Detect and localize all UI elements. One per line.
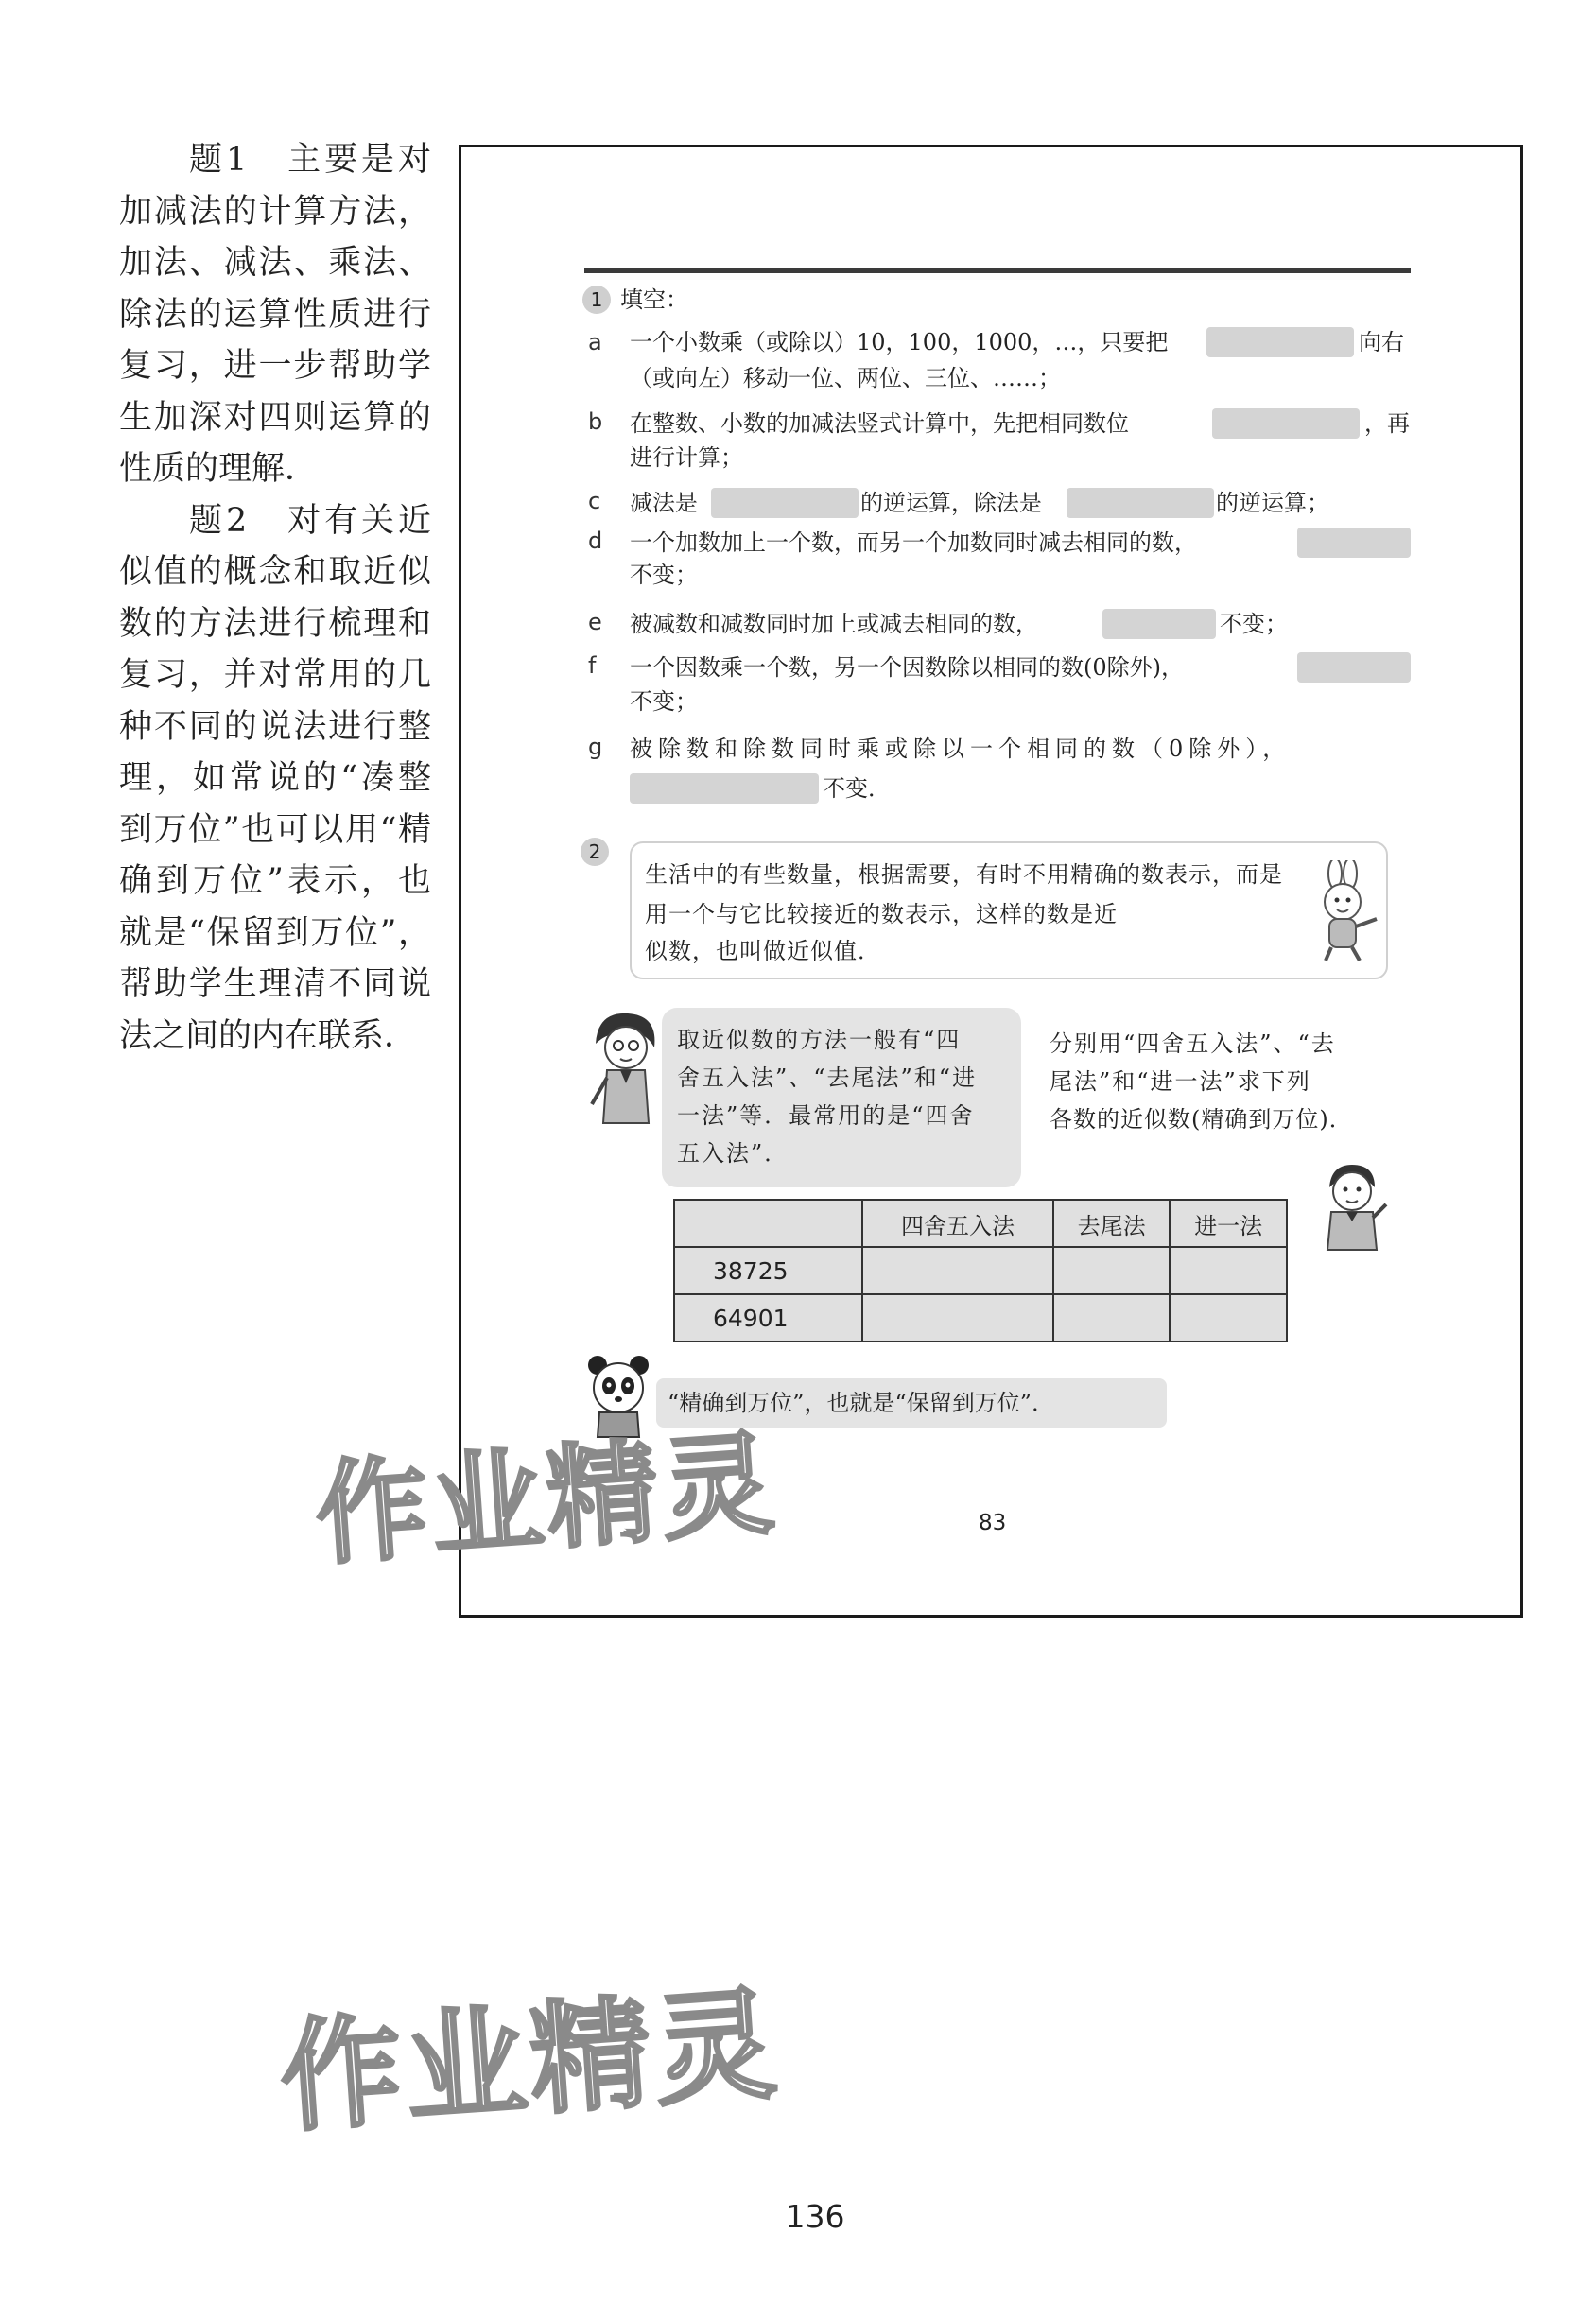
item-d-letter: d	[588, 528, 603, 554]
table-header-floor: 去尾法	[1053, 1200, 1171, 1247]
item-f-letter: f	[588, 652, 597, 679]
item-c-seg1: 减法是	[630, 490, 698, 516]
definition-line2: 似数，也叫做近似值．	[645, 938, 881, 964]
item-b-letter: b	[588, 408, 603, 435]
item-e-seg1: 被减数和减数同时加上或减去相同的数，	[630, 611, 1038, 637]
table-header-ceil: 进一法	[1170, 1200, 1287, 1247]
margin-note-para1: 题1 主要是对加减法的计算方法，加法、减法、乘法、除法的运算性质进行复习，进一步帮助学生加深对四则运算的性质的理解．	[119, 141, 431, 488]
item-g-letter: g	[588, 734, 603, 760]
definition-text-1: 生活中的有些数量，根据需要，有时不用精确的数表示，而是用一个与它比较接近的数表示，这样的数是近	[645, 861, 1283, 927]
table-header-round: 四舍五入法	[862, 1200, 1053, 1247]
approximation-table	[673, 1199, 1288, 1342]
table-header-empty	[674, 1200, 862, 1247]
item-g-blank[interactable]	[630, 773, 819, 804]
item-c-letter: c	[588, 488, 601, 514]
table-header-row	[674, 1200, 1287, 1247]
table-row	[674, 1247, 1287, 1294]
table-cell-ceil[interactable]	[1170, 1294, 1287, 1342]
girl-bubble-line2: 舍五入法”、“去尾法”和“进	[677, 1065, 978, 1091]
item-c-seg2: 的逆运算，除法是	[860, 490, 1042, 516]
exercise-1-badge: 1	[582, 286, 611, 314]
item-a-line2: （或向左）移动一位、两位、三位、……；	[630, 365, 1061, 391]
margin-note-para2: 题2 对有关近似值的概念和取近似数的方法进行梳理和复习，并对常用的几种不同的说法进行整理，如常说的“凑整到万位”也可以用“精确到万位”表示，也就是“保留到万位”，帮助学生理清不同说法之间的内在联系．	[119, 501, 431, 1055]
watermark-bottom: 作业精灵	[276, 1974, 785, 2150]
task-line1: 分别用“四舍五入法”、“去	[1050, 1030, 1336, 1057]
item-b-text1: 在整数、小数的加减法竖式计算中，先把相同数位	[630, 410, 1129, 437]
item-b-blank[interactable]	[1212, 408, 1360, 439]
inner-page-number: 83	[979, 1511, 1007, 1535]
item-b-line2: 进行计算；	[630, 444, 743, 471]
table-cell-round[interactable]	[862, 1294, 1053, 1342]
task-line3: 各数的近似数(精确到万位)．	[1050, 1106, 1353, 1133]
girl-bubble-line1: 取近似数的方法一般有“四	[677, 1027, 962, 1053]
girl-bubble-line4: 五入法”．	[677, 1140, 789, 1167]
item-f-blank[interactable]	[1297, 652, 1411, 683]
table-cell-round[interactable]	[862, 1247, 1053, 1294]
girl-bubble-line3: 一法”等．最常用的是“四舍	[677, 1102, 975, 1129]
item-d-text1: 一个加数加上一个数，而另一个加数同时减去相同的数，	[630, 529, 1197, 556]
girl-icon	[579, 1006, 669, 1134]
item-a-blank[interactable]	[1206, 327, 1354, 357]
item-g-line2: 不变．	[823, 775, 891, 802]
item-f-line2: 不变；	[630, 688, 698, 715]
item-e-seg2: 不变；	[1220, 611, 1288, 637]
item-d-line2: 不变；	[630, 562, 698, 588]
exercise-2-badge: 2	[581, 838, 609, 866]
table-row-number: 64901	[674, 1294, 862, 1342]
panda-bubble-text: “精确到万位”，也就是“保留到万位”．	[668, 1390, 1055, 1416]
watermark-top: 作业精灵	[311, 1417, 782, 1581]
outer-page-number: 136	[785, 2198, 845, 2235]
item-b-text2: ，再	[1364, 410, 1410, 437]
item-d-blank[interactable]	[1297, 528, 1411, 558]
item-a-letter: a	[588, 329, 602, 355]
definition-line1	[645, 855, 1288, 934]
item-a-text1: 一个小数乘（或除以）10，100，1000，…，只要把	[630, 329, 1169, 355]
table-cell-floor[interactable]	[1053, 1247, 1171, 1294]
boy-icon	[1305, 1159, 1396, 1254]
table-cell-ceil[interactable]	[1170, 1247, 1287, 1294]
rabbit-icon	[1301, 860, 1388, 964]
exercise-1-title: 填空：	[620, 286, 688, 313]
task-line2: 尾法”和“进一法”求下列	[1050, 1068, 1311, 1095]
item-e-blank[interactable]	[1102, 609, 1216, 639]
item-g-line1: 被除数和除数同时乘或除以一个相同的数（0除外），	[630, 736, 1292, 762]
item-c-blank2[interactable]	[1067, 488, 1214, 518]
item-e-letter: e	[588, 609, 602, 635]
item-a-text2: 向右	[1359, 329, 1404, 355]
item-f-text1: 一个因数乘一个数，另一个因数除以相同的数(0除外)，	[630, 654, 1184, 681]
table-row	[674, 1294, 1287, 1342]
item-c-blank1[interactable]	[711, 488, 859, 518]
table-cell-floor[interactable]	[1053, 1294, 1171, 1342]
item-c-seg3: 的逆运算；	[1216, 490, 1329, 516]
table-row-number: 38725	[674, 1247, 862, 1294]
